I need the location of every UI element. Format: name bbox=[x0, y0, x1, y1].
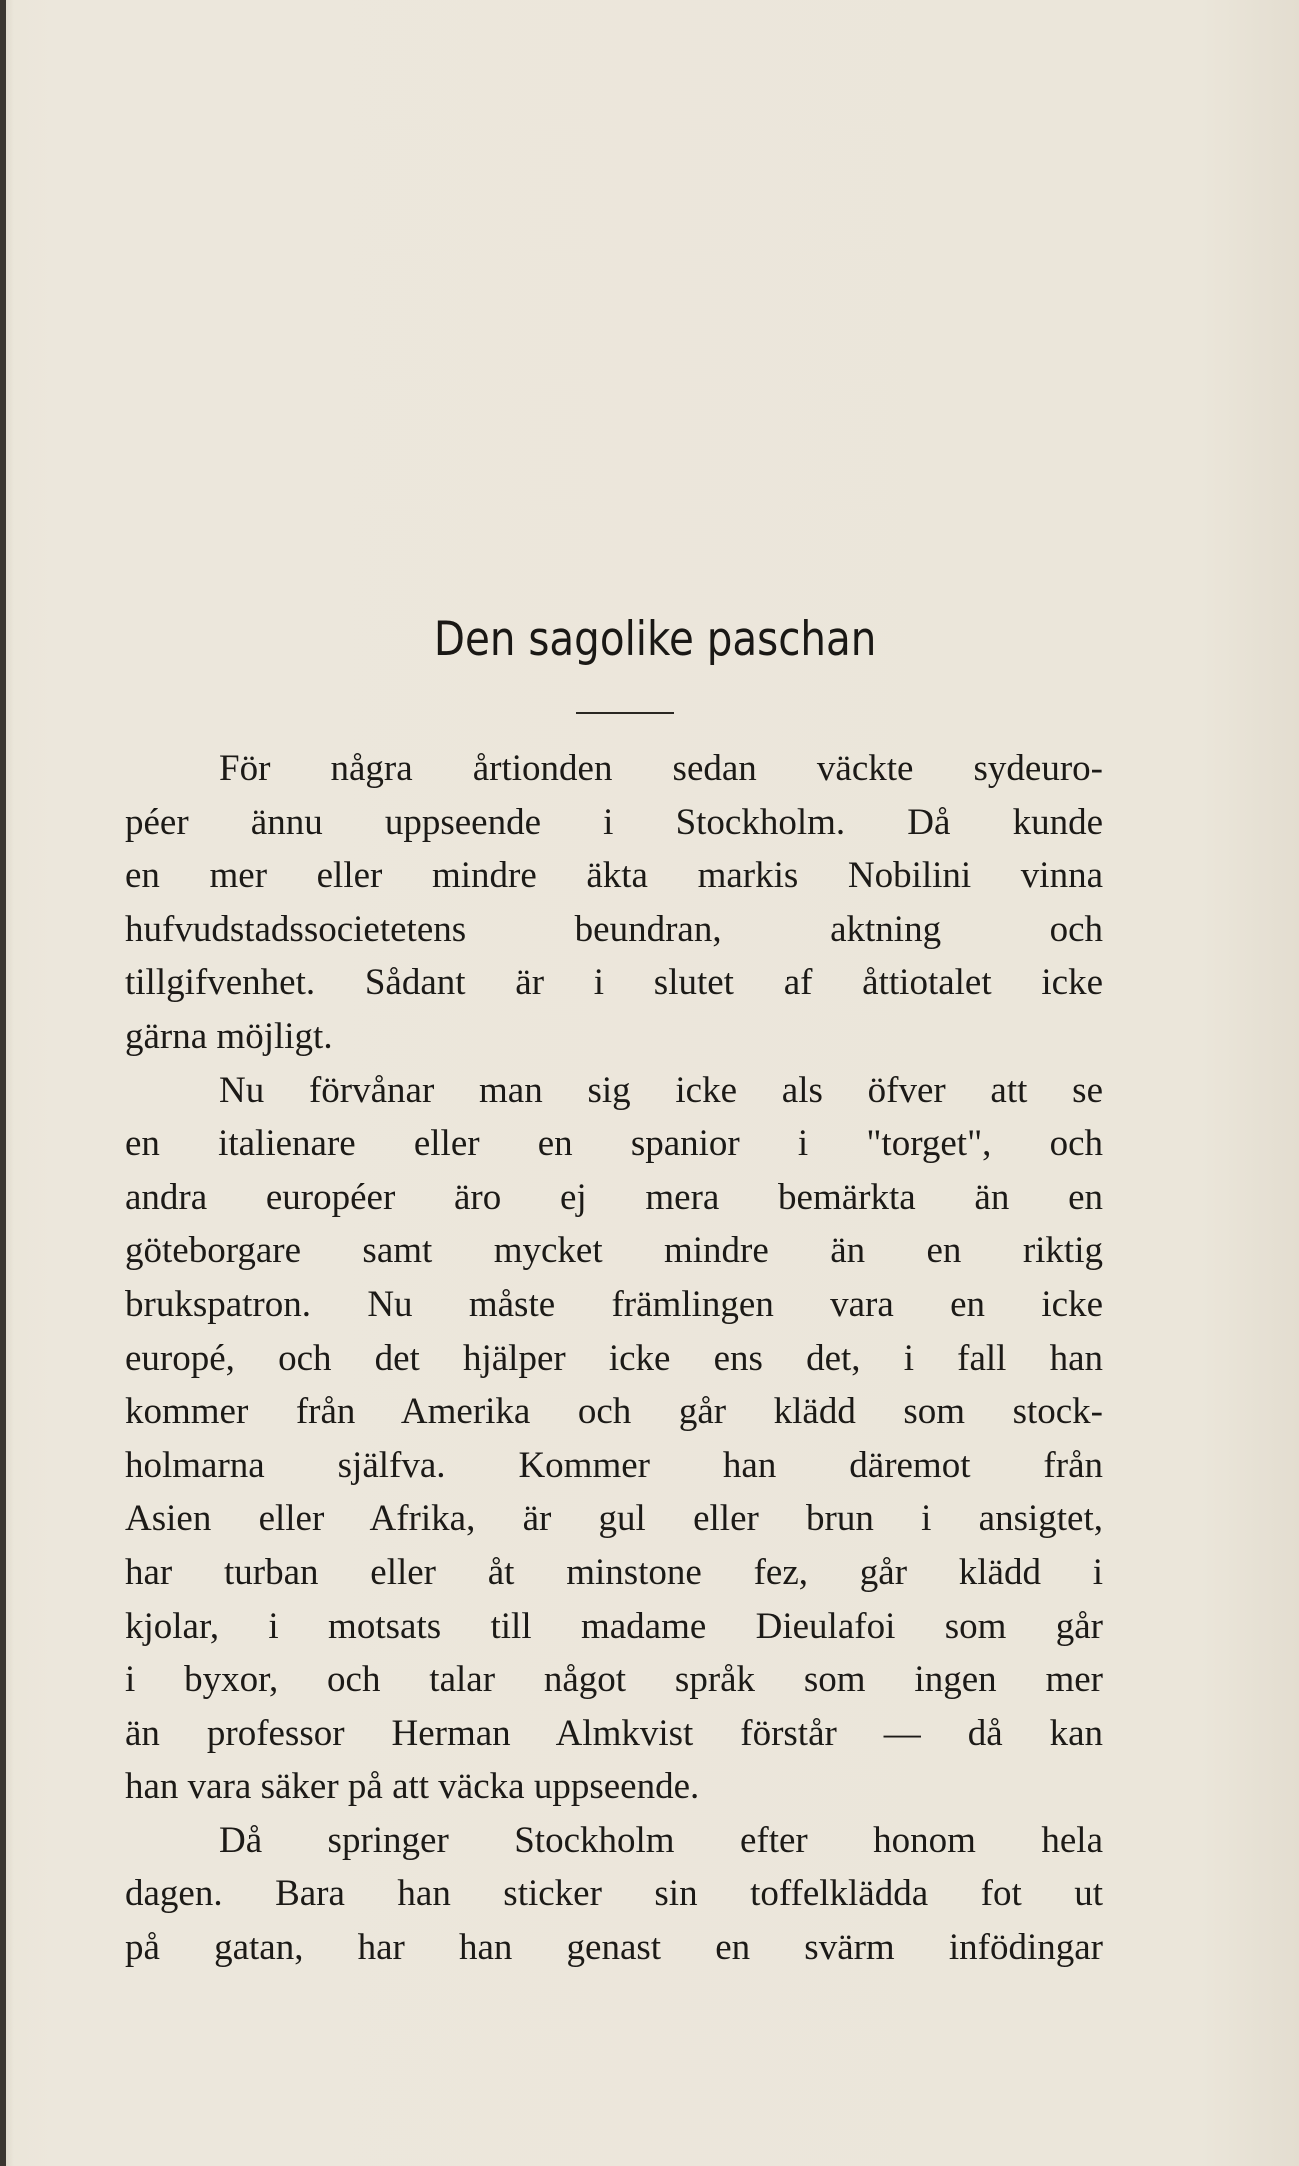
text-line: europé, och det hjälper icke ens det, i fall han bbox=[125, 1337, 1103, 1379]
text-line: han vara säker på att väcka uppseende. bbox=[125, 1766, 700, 1808]
text-line: göteborgare samt mycket mindre än en riktig bbox=[125, 1230, 1103, 1272]
text-line: holmarna själfva. Kommer han däremot från bbox=[125, 1444, 1103, 1486]
text-line: har turban eller åt minstone fez, går klädd i bbox=[125, 1551, 1103, 1593]
text-line: en italienare eller en spanior i "torget", och bbox=[125, 1123, 1103, 1165]
chapter-title: Den sagolike paschan bbox=[433, 612, 877, 667]
text-line: dagen. Bara han sticker sin toffelklädda fot ut bbox=[125, 1873, 1103, 1915]
text-line: tillgifvenhet. Sådant är i slutet af åttiotalet icke bbox=[125, 962, 1103, 1004]
text-line: en mer eller mindre äkta markis Nobilini vinna bbox=[125, 855, 1103, 897]
text-line: Asien eller Afrika, är gul eller brun i ansigtet, bbox=[125, 1498, 1103, 1540]
text-line: än professor Herman Almkvist förstår — då kan bbox=[125, 1712, 1103, 1754]
text-line: andra européer äro ej mera bemärkta än en bbox=[125, 1176, 1103, 1218]
text-line: i byxor, och talar något språk som ingen mer bbox=[125, 1659, 1103, 1701]
text-line: Nu förvånar man sig icke als öfver att se bbox=[219, 1069, 1103, 1111]
text-line: För några årtionden sedan väckte sydeuro- bbox=[219, 748, 1103, 789]
text-line: kjolar, i motsats till madame Dieulafoi som går bbox=[125, 1605, 1103, 1647]
text-line: Då springer Stockholm efter honom hela bbox=[219, 1819, 1103, 1861]
text-line: hufvudstadssocietetens beundran, aktning och bbox=[125, 908, 1103, 950]
body-text bbox=[125, 742, 1103, 1975]
text-line: gärna möjligt. bbox=[125, 1015, 333, 1057]
text-line: brukspatron. Nu måste främlingen vara en icke bbox=[125, 1283, 1103, 1325]
text-line: på gatan, har han genast en svärm infödingar bbox=[125, 1927, 1103, 1969]
page-binding-edge bbox=[0, 0, 6, 2166]
text-line: péer ännu uppseende i Stockholm. Då kunde bbox=[125, 801, 1103, 843]
title-divider bbox=[576, 712, 674, 714]
text-line: kommer från Amerika och går klädd som stock- bbox=[125, 1391, 1103, 1433]
